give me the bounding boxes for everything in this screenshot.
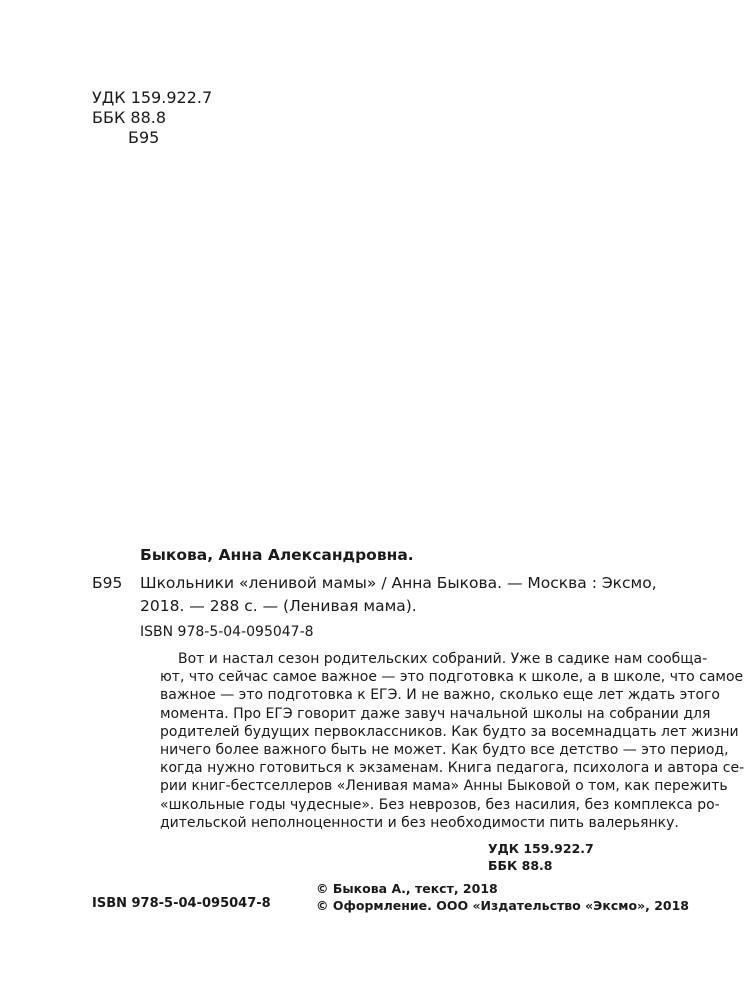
isbn-bottom: ISBN 978-5-04-095047-8 (92, 896, 271, 911)
author-name: Быкова, Анна Александровна. (140, 546, 414, 564)
annotation-line: рии книг-бестселлеров «Ленивая мама» Анны Быковой о том, как пережить (160, 778, 728, 795)
title-line-2: 2018. — 288 с. — (Ленивая мама). (140, 597, 417, 615)
copyright-block (316, 880, 689, 914)
bottom-classification (488, 840, 594, 874)
annotation-line: дительской неполноценности и без необходимости пить валерьянку. (160, 814, 679, 831)
author-mark: Б95 (92, 574, 123, 592)
annotation-line: когда нужно готовиться к экзаменам. Книга педагога, психолога и автора се- (160, 760, 744, 777)
bbk-code-bottom: ББК 88.8 (488, 858, 553, 873)
author-code: Б95 (128, 128, 160, 147)
annotation-line: ничего более важного быть не может. Как будто все детство — это период, (160, 742, 729, 759)
bbk-code: ББК 88.8 (92, 108, 167, 127)
udk-code-bottom: УДК 159.922.7 (488, 841, 594, 856)
annotation-line: важное — это подготовка к ЕГЭ. И не важно, сколько еще лет ждать этого (160, 687, 720, 704)
title-line-1: Школьники «ленивой мамы» / Анна Быкова. — Москва : Эксмо, (140, 574, 657, 592)
annotation-line: момента. Про ЕГЭ говорит даже завуч начальной школы на собрании для (160, 705, 711, 722)
annotation-line: Вот и настал сезон родительских собраний. Уже в садике нам сообща- (178, 651, 708, 667)
udk-code: УДК 159.922.7 (92, 88, 213, 107)
top-classification (92, 88, 212, 148)
copyright-text: © Быкова А., текст, 2018 (316, 881, 498, 896)
annotation (160, 650, 744, 832)
annotation-line: «школьные годы чудесные». Без неврозов, без насилия, без комплекса ро- (160, 796, 720, 813)
annotation-line: ют, что сейчас самое важное — это подготовка к школе, а в школе, что самое (160, 669, 744, 686)
copyright-design: © Оформление. ООО «Издательство «Эксмо», 2018 (316, 898, 689, 913)
isbn-record: ISBN 978-5-04-095047-8 (140, 624, 314, 640)
annotation-line: родителей будущих первоклассников. Как будто за восемнадцать лет жизни (160, 723, 739, 740)
